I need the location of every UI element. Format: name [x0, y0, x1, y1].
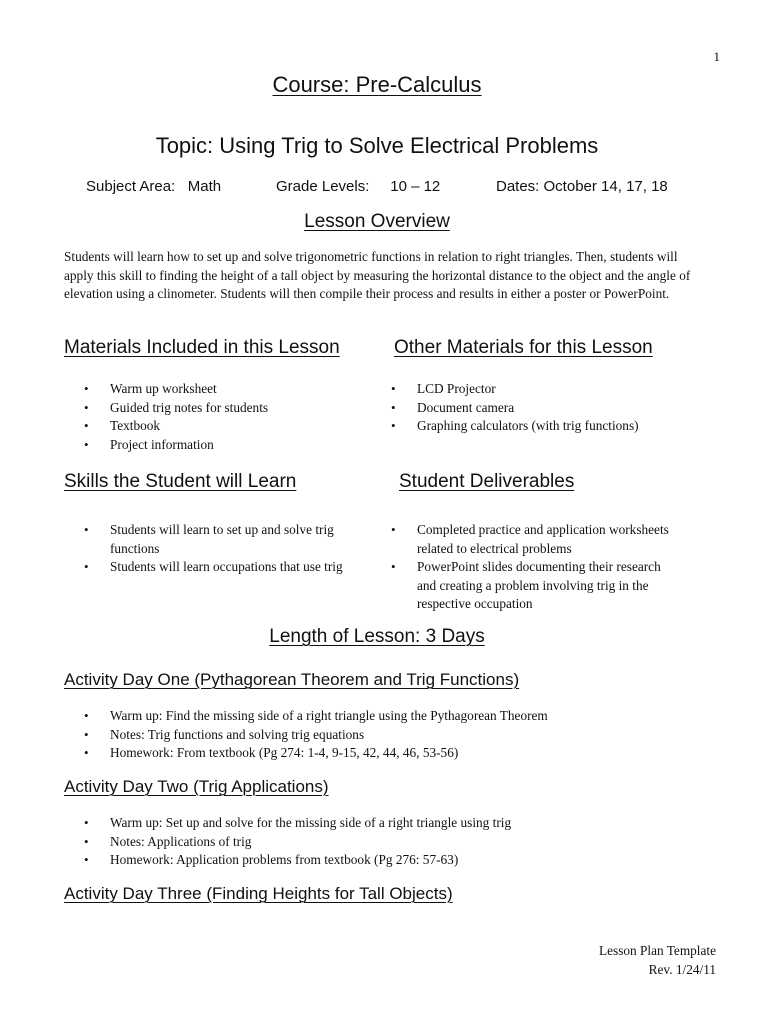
deliverables-heading: Student Deliverables	[399, 471, 575, 492]
lesson-dates: Dates: October 14, 17, 18	[496, 178, 668, 195]
skills-heading: Skills the Student will Learn	[64, 471, 297, 492]
lesson-overview-text: Students will learn how to set up and solve trigonometric functions in relation to right triangles. Then, students will apply this skill to finding the height of a tall object by measuring the horizontal distance to the object and the angle of elevation using a clinometer. Students will then compile their process and results in either a poster or PowerPoint.	[64, 249, 691, 302]
lesson-overview-heading: Lesson Overview	[304, 211, 450, 232]
list-item: • Homework: From textbook (Pg 274: 1-4, 9-15, 42, 44, 46, 53-56)	[84, 744, 704, 763]
day-one-list	[84, 707, 704, 763]
day-three-heading: Activity Day Three (Finding Heights for Tall Objects)	[64, 884, 453, 903]
grade-levels: Grade Levels: 10 – 12	[276, 178, 441, 195]
list-item: • Students will learn occupations that use trig	[84, 558, 354, 577]
deliverables-list	[391, 521, 671, 614]
day-two-list	[84, 814, 704, 870]
footer-revision: Rev. 1/24/11	[648, 962, 716, 977]
list-item: • Textbook	[84, 417, 354, 436]
materials-included-heading: Materials Included in this Lesson	[64, 337, 340, 358]
course-title: Course: Pre-Calculus	[272, 72, 482, 97]
list-item: • Graphing calculators (with trig functions)	[391, 417, 691, 436]
list-item: • LCD Projector	[391, 380, 691, 399]
list-item: • Notes: Applications of trig	[84, 833, 704, 852]
skills-list	[84, 521, 354, 577]
list-item: • Completed practice and application worksheets related to electrical problems	[391, 521, 671, 558]
list-item: • Warm up worksheet	[84, 380, 354, 399]
page-number: 1	[713, 49, 720, 64]
list-item: • Students will learn to set up and solve trig functions	[84, 521, 354, 558]
other-materials-heading: Other Materials for this Lesson	[394, 337, 653, 358]
list-item: • Homework: Application problems from textbook (Pg 276: 57-63)	[84, 851, 704, 870]
lesson-length-heading: Length of Lesson: 3 Days	[269, 626, 485, 647]
materials-included-list	[84, 380, 354, 454]
list-item: • Warm up: Find the missing side of a right triangle using the Pythagorean Theorem	[84, 707, 704, 726]
day-one-heading: Activity Day One (Pythagorean Theorem and Trig Functions)	[64, 670, 520, 689]
topic-title: Topic: Using Trig to Solve Electrical Problems	[155, 133, 599, 158]
list-item: • Warm up: Set up and solve for the missing side of a right triangle using trig	[84, 814, 704, 833]
footer-template-label: Lesson Plan Template	[599, 943, 716, 958]
other-materials-list	[391, 380, 691, 436]
list-item: • Project information	[84, 436, 354, 455]
list-item: • PowerPoint slides documenting their research and creating a problem involving trig in the respective occupation	[391, 558, 671, 614]
list-item: • Document camera	[391, 399, 691, 418]
day-two-heading: Activity Day Two (Trig Applications)	[64, 777, 329, 796]
list-item: • Guided trig notes for students	[84, 399, 354, 418]
subject-area: Subject Area: Math	[86, 178, 222, 195]
list-item: • Notes: Trig functions and solving trig equations	[84, 726, 704, 745]
